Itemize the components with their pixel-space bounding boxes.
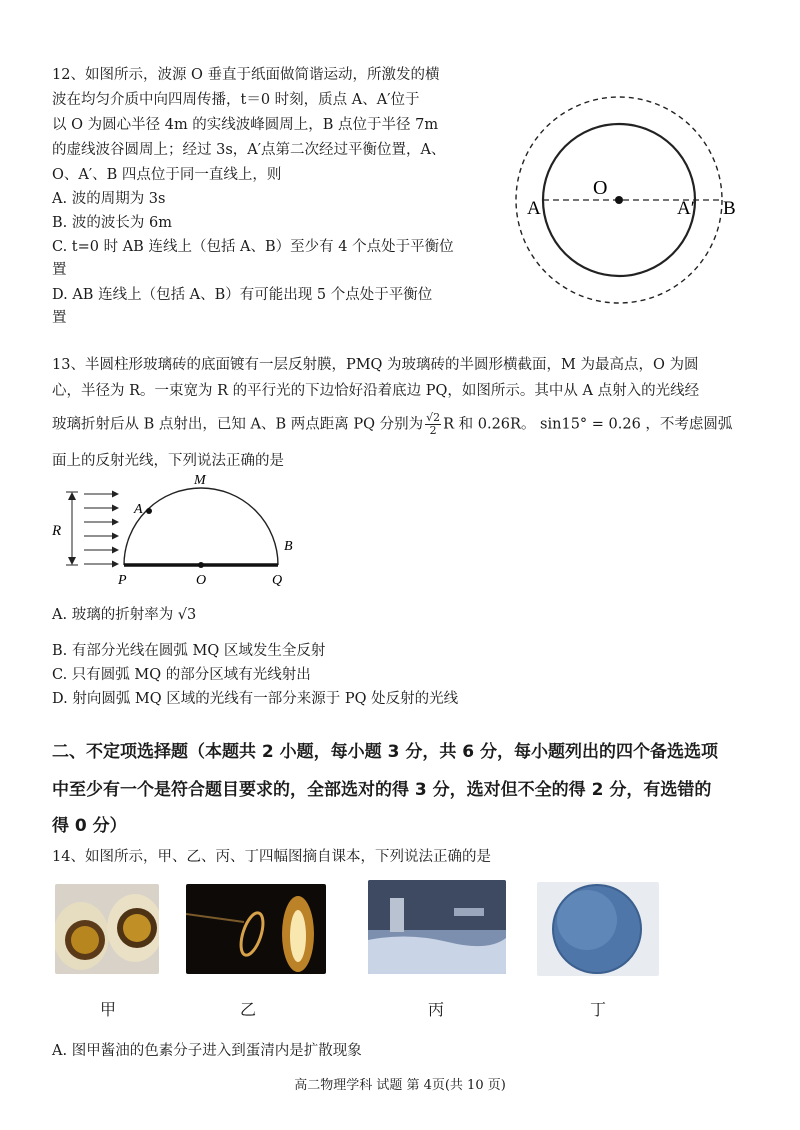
q13-option-b: B. 有部分光线在圆弧 MQ 区域发生全反射 [52,643,326,659]
q12-option-c-cont: 置 [52,262,67,278]
q13-line-2: 心，半径为 R。一束宽为 R 的平行光的下边恰好沿着底边 PQ，如图所示。其中从 A 点射入的光线经 [52,383,700,399]
label-p: P [118,573,127,588]
photo-bing-liquid-scene [368,880,506,974]
q13-line-3-a: 玻璃折射后从 B 点射出，已知 A、B 两点距离 PQ 分别为 [52,416,424,433]
q14-option-a: A. 图甲酱油的色素分子进入到蛋清内是扩散现象 [52,1043,362,1059]
label-a-prime: A′ [677,198,695,219]
section-2-title-line-1: 二、不定项选择题（本题共 2 小题，每小题 3 分，共 6 分，每小题列出的四个备选选项 [52,742,718,762]
q12-line-4: 的虚线波谷圆周上；经过 3s，A′点第二次经过平衡位置，A、 [52,142,446,158]
semicircle-arc [124,488,278,565]
r-dimension-arrow-down [68,557,76,565]
fraction-denominator: 2 [429,424,437,437]
page-footer: 高二物理学科 试题 第 4页(共 10 页) [294,1078,506,1093]
q12-line-1: 12、如图所示，波源 O 垂直于纸面做简谐运动，所激发的横 [52,67,440,83]
q13-line-3-b: R 和 0.26R。 sin15° = 0.26 ，不考虑圆弧 [443,416,733,433]
photo-yi-soap-film-ring-flame [186,884,326,974]
label-m: M [194,473,206,488]
caption-bing: 丙 [428,1000,445,1019]
q13-line-4: 面上的反射光线，下列说法正确的是 [52,453,284,469]
q12-option-d-cont: 置 [52,310,67,326]
q12-line-3: 以 O 为圆心半径 4m 的实线波峰圆周上，B 点位于半径 7m [52,117,439,133]
caption-jia: 甲 [100,1000,117,1019]
q12-option-a: A. 波的周期为 3s [52,191,166,207]
section-2-title-line-2: 中至少有一个是符合题目要求的，全部选对的得 3 分，选对但不全的得 2 分，有选错的 [52,780,712,800]
label-a: A [527,198,541,219]
q12-option-d: D. AB 连线上（包括 A、B）有可能出现 5 个点处于平衡位 [52,287,433,303]
q13-line-3 [52,412,732,437]
q12-line-5: O、A′、B 四点位于同一直线上，则 [52,167,282,183]
label-r: R [52,523,62,539]
fraction-numerator: √2 [426,411,441,424]
photo-ding-blue-sphere [537,882,659,976]
label-b: B [284,539,293,554]
point-a [146,508,152,514]
q13-option-d: D. 射向圆弧 MQ 区域的光线有一部分来源于 PQ 处反射的光线 [52,691,459,707]
label-b: B [723,198,736,219]
caption-ding: 丁 [590,1000,607,1019]
label-o: O [593,177,608,199]
q12-line-2: 波在均匀介质中向四周传播，t＝0 时刻，质点 A、A′位于 [52,92,420,108]
q13-option-a: A. 玻璃的折射率为 √3 [52,607,197,623]
q12-option-c: C. t=0 时 AB 连线上（包括 A、B）至少有 4 个点处于平衡位 [52,239,454,255]
label-a: A [134,502,143,517]
q12-wave-circles-figure [505,78,745,318]
photo-jia-soy-sauce-eggs [55,884,159,974]
q14-stem: 14、如图所示，甲、乙、丙、丁四幅图摘自课本，下列说法正确的是 [52,849,491,865]
point-o [198,562,204,568]
q13-line-1: 13、半圆柱形玻璃砖的底面镀有一层反射膜，PMQ 为玻璃砖的半圆形横截面，M 为最高点，O 为圆 [52,357,699,373]
fraction-root2-over-2 [425,412,441,437]
r-dimension-arrow-up [68,492,76,500]
q13-option-c: C. 只有圆弧 MQ 的部分区域有光线射出 [52,667,311,683]
section-2-title-line-3: 得 0 分） [52,816,127,836]
caption-yi: 乙 [240,1000,257,1019]
label-o: O [196,573,207,588]
source-point-o [615,196,623,204]
label-q: Q [272,573,283,588]
q13-semicircle-figure [48,472,308,590]
q12-option-b: B. 波的波长为 6m [52,215,172,231]
